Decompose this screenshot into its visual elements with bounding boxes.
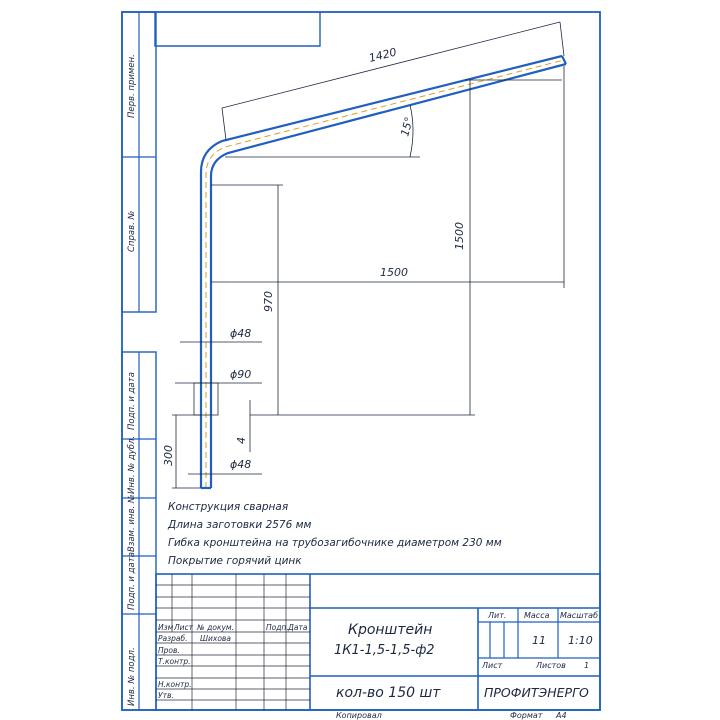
tb-header-data: Дата (288, 623, 308, 632)
note-3: Гибка кронштейна на трубозагибочнике диаметром 230 мм (168, 537, 502, 549)
dim-flange-thickness: 4 (235, 437, 248, 444)
technical-notes (167, 501, 502, 567)
title-block (156, 574, 600, 710)
dim-diam-flange: ϕ90 (230, 368, 252, 381)
dim-reach: 1500 (380, 266, 408, 279)
tb-header-izm: Изм (158, 623, 174, 632)
dim-arm-length: 1420 (367, 45, 398, 65)
dim-diam-base: ϕ48 (230, 458, 252, 471)
tb-company: ПРОФИТЭНЕРГО (484, 685, 589, 700)
tb-quantity: кол-во 150 шт (336, 685, 441, 701)
side-label-vzam-inv: Взам. инв. № (127, 494, 137, 552)
side-labels (127, 54, 137, 706)
tb-mass-label: Масса (524, 611, 550, 620)
tb-sheets-label: Листов (536, 661, 566, 670)
tb-header-podp: Подп. (266, 623, 289, 632)
dimension-texts (162, 46, 466, 471)
dimension-lines (172, 22, 564, 488)
tb-sheet-label: Лист (482, 661, 503, 670)
dim-angle: 15° (398, 115, 416, 138)
note-4: Покрытие горячий цинк (168, 555, 302, 567)
footer-labels (336, 711, 567, 720)
tb-part-name-1: Кронштейн (348, 622, 433, 638)
sheet-frame (122, 12, 600, 710)
dim-diam-pipe: ϕ48 (230, 327, 252, 340)
dim-base-length: 300 (162, 445, 175, 466)
format-label: Формат (510, 711, 543, 720)
copied-label: Копировал (336, 711, 382, 720)
tb-scale-value: 1:10 (568, 634, 593, 647)
tb-header-doc-no: № докум. (197, 623, 234, 632)
tb-header-list: Лист (174, 623, 194, 632)
tb-mass-value: 11 (532, 634, 546, 647)
side-label-podp-data-1: Подп. и дата (127, 372, 137, 430)
format-value: А4 (556, 711, 567, 720)
tb-scale-label: Масштаб (560, 611, 599, 620)
tb-sheets-value: 1 (584, 661, 590, 670)
note-2: Длина заготовки 2576 мм (168, 519, 312, 531)
tb-role-razrab: Разраб. (158, 634, 188, 643)
note-1: Конструкция сварная (168, 501, 289, 513)
side-label-inv-dubl: Инв. № дубл. (127, 435, 137, 494)
side-label-inv-podl: Инв. № подл. (127, 647, 137, 706)
dim-rise: 1500 (453, 222, 466, 250)
tb-role-tkontr: Т.контр. (158, 657, 191, 666)
tb-part-name-2: 1К1-1,5-1,5-ф2 (334, 643, 435, 658)
tb-developer-name: Шихова (200, 634, 231, 643)
side-label-perv-primen: Перв. примен. (127, 54, 137, 118)
tb-role-prov: Пров. (158, 646, 180, 655)
dim-vertical: 970 (262, 291, 275, 312)
tb-role-utv: Утв. (158, 691, 174, 700)
side-label-podp-data-2: Подп. и дата (127, 552, 137, 610)
tb-role-nkontr: Н.контр. (158, 680, 192, 689)
side-label-sprav-no: Справ. № (127, 210, 137, 252)
tb-lit-label: Лит. (488, 611, 507, 620)
